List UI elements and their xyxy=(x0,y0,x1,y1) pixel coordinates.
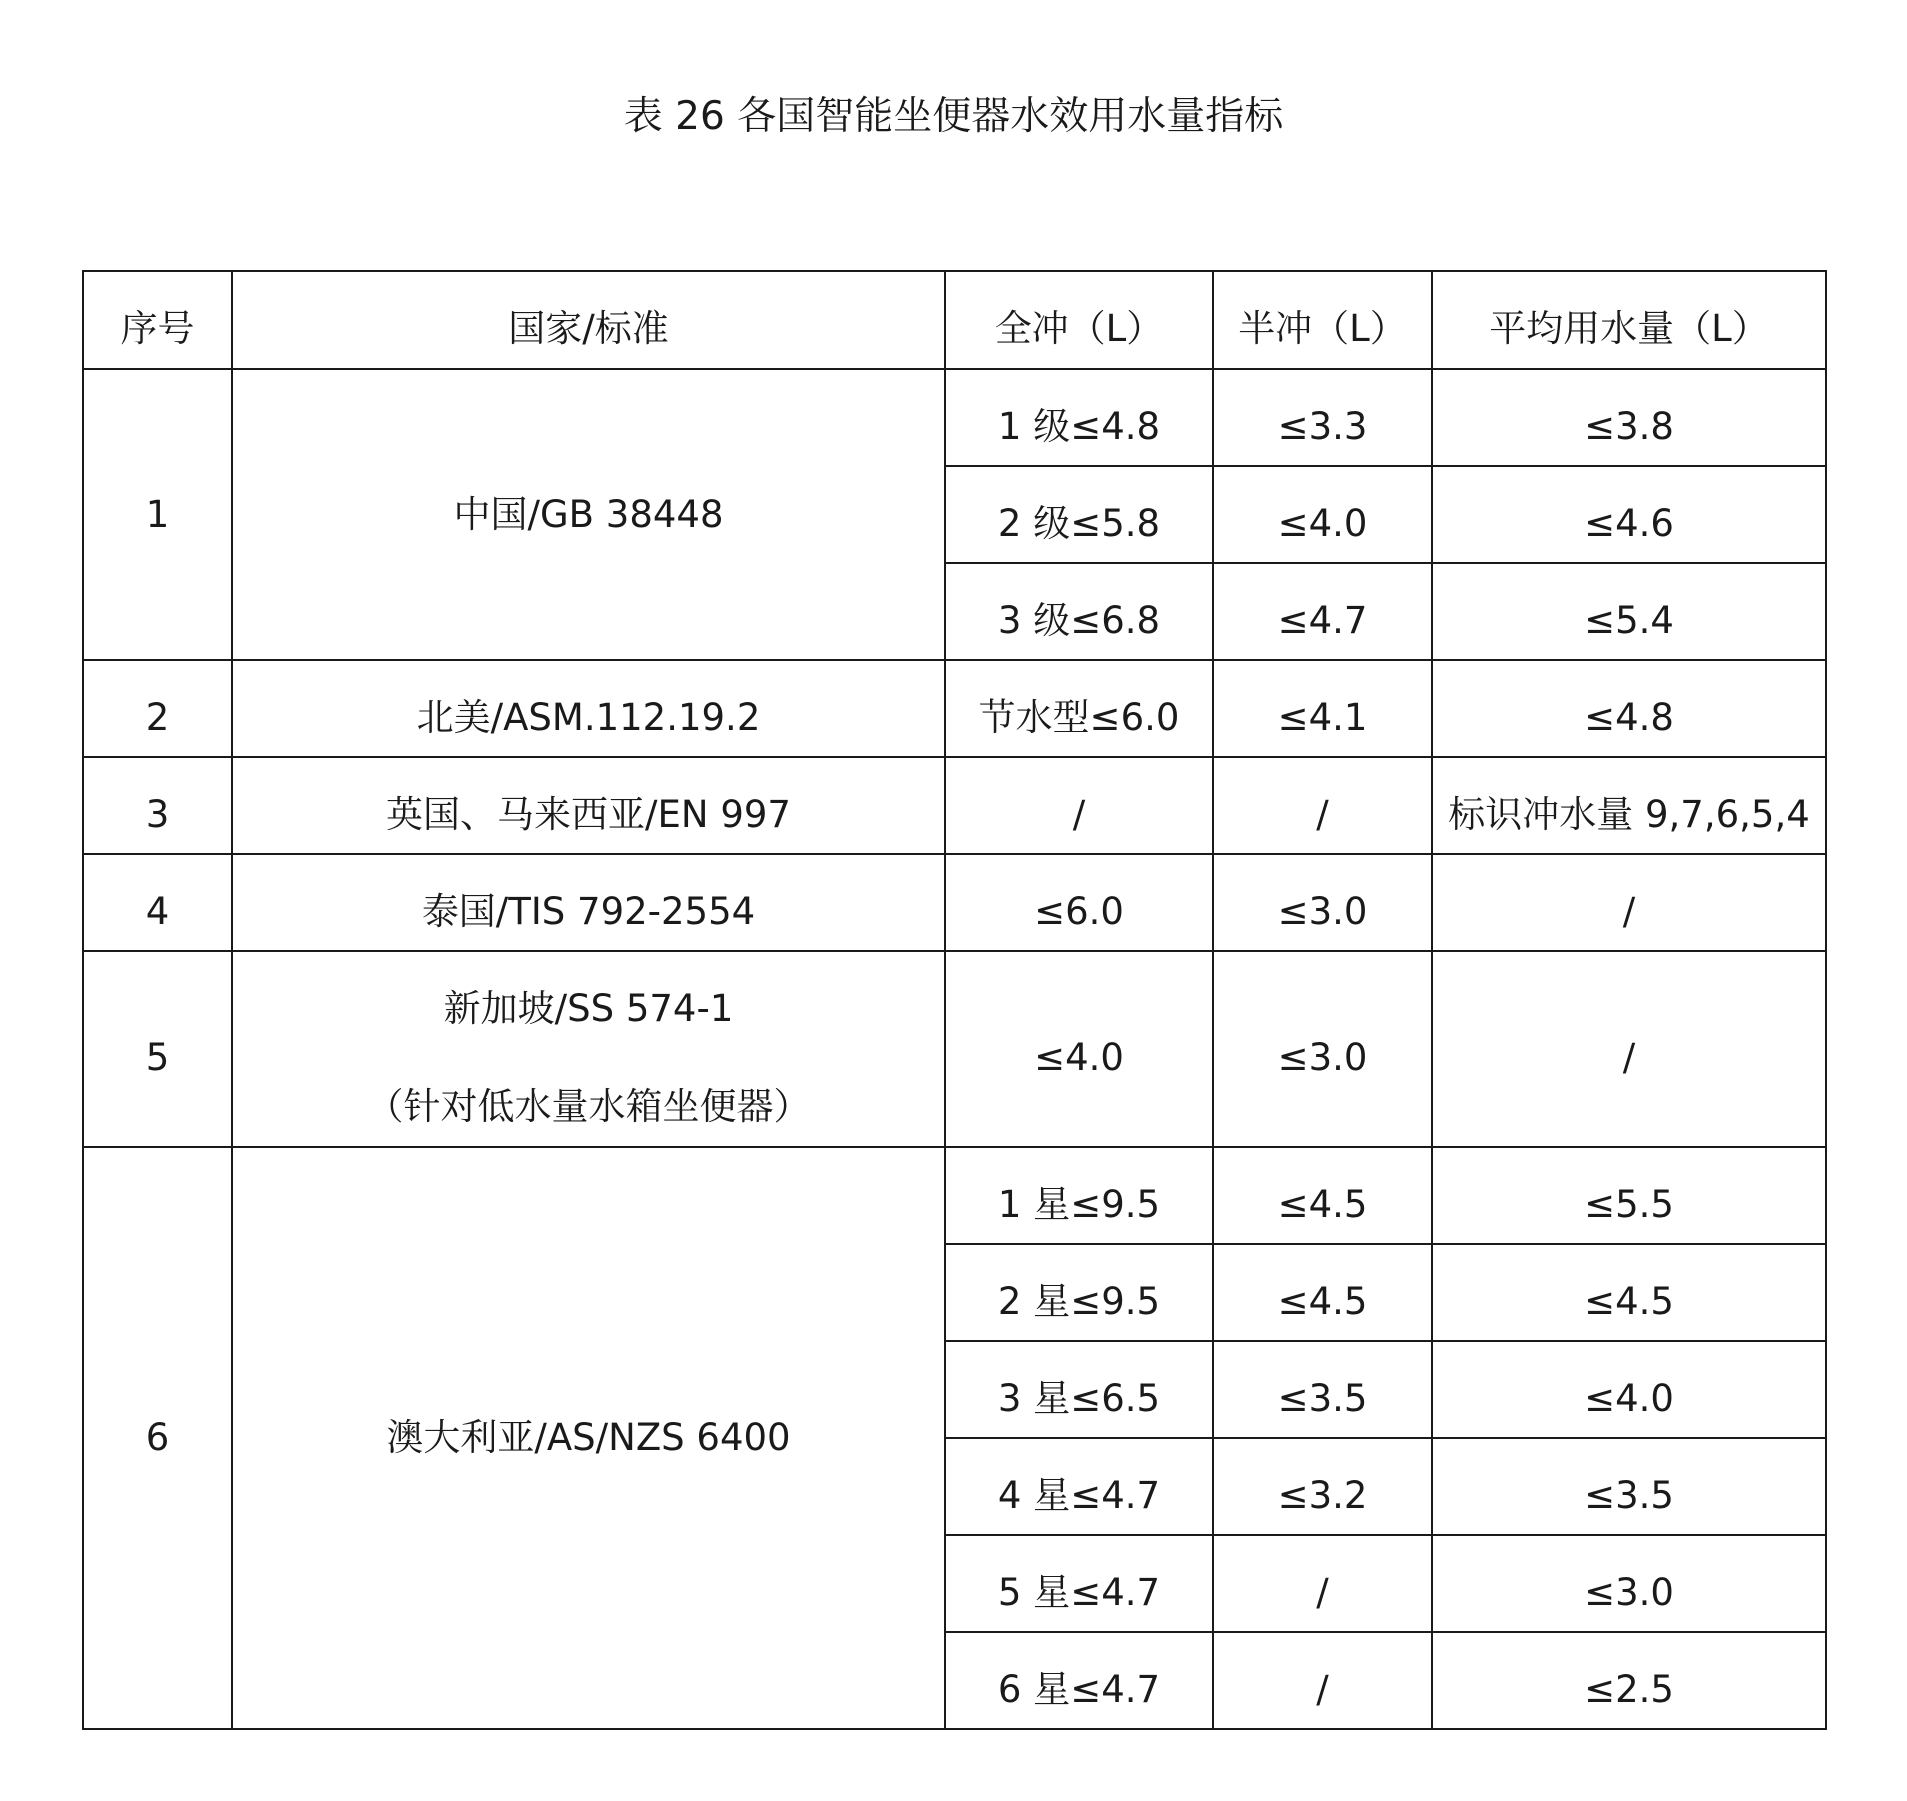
table-row xyxy=(83,660,1826,757)
cell-avg-text: ≤2.5 xyxy=(1584,1667,1674,1711)
cell-avg xyxy=(1432,1244,1826,1341)
cell-avg xyxy=(1432,951,1826,1147)
cell-full-text: 5 星≤4.7 xyxy=(997,1570,1161,1614)
table-caption: 表 26 各国智能坐便器水效用水量指标 xyxy=(623,94,1284,139)
cell-full-text: 1 级≤4.8 xyxy=(997,404,1161,448)
cell-country-text: 新加坡/SS 574-1 xyxy=(443,987,734,1030)
cell-full xyxy=(945,1147,1213,1244)
cell-no-text: 3 xyxy=(145,792,170,836)
cell-country-text: 北美/ASM.112.19.2 xyxy=(416,695,761,739)
water-efficiency-table xyxy=(82,270,1827,1730)
cell-avg-text: ≤3.8 xyxy=(1584,404,1674,448)
cell-country xyxy=(232,757,945,854)
cell-half xyxy=(1213,951,1432,1147)
cell-half-text: ≤3.2 xyxy=(1277,1473,1368,1517)
cell-avg xyxy=(1432,563,1826,660)
header-average: 平均用水量（L） xyxy=(1432,271,1826,369)
cell-avg-text: ≤4.8 xyxy=(1584,695,1674,739)
cell-avg-text: ≤4.6 xyxy=(1584,501,1674,545)
cell-full xyxy=(945,1244,1213,1341)
cell-country xyxy=(232,854,945,951)
cell-full xyxy=(945,1632,1213,1729)
cell-no xyxy=(83,854,232,951)
cell-full-text: 2 星≤9.5 xyxy=(997,1279,1161,1323)
header-no: 序号 xyxy=(83,271,232,369)
cell-country-text: 泰国/TIS 792-2554 xyxy=(421,889,756,933)
cell-full-text: ≤4.0 xyxy=(1034,1036,1124,1079)
cell-half xyxy=(1213,1535,1432,1632)
cell-avg-text: ≤5.4 xyxy=(1584,598,1674,642)
cell-half-text: ≤3.0 xyxy=(1277,889,1368,933)
cell-full-text: 4 星≤4.7 xyxy=(997,1473,1161,1517)
header-full-flush: 全冲（L） xyxy=(945,271,1213,369)
table-row xyxy=(83,1147,1826,1244)
cell-avg-text: ≤4.5 xyxy=(1584,1279,1674,1323)
cell-half xyxy=(1213,1632,1432,1729)
cell-full xyxy=(945,757,1213,854)
cell-full xyxy=(945,1341,1213,1438)
cell-avg-text: / xyxy=(1622,1036,1636,1079)
cell-half xyxy=(1213,369,1432,466)
cell-half-text: ≤4.1 xyxy=(1277,695,1368,739)
cell-half xyxy=(1213,563,1432,660)
cell-half-text: ≤4.7 xyxy=(1277,598,1368,642)
cell-no-text: 2 xyxy=(145,695,170,739)
table-row xyxy=(83,757,1826,854)
cell-full xyxy=(945,660,1213,757)
cell-avg-text: ≤3.5 xyxy=(1584,1473,1674,1517)
header-row xyxy=(83,271,1826,369)
cell-avg xyxy=(1432,854,1826,951)
cell-half xyxy=(1213,1438,1432,1535)
cell-half xyxy=(1213,660,1432,757)
cell-half-text: ≤4.5 xyxy=(1277,1279,1368,1323)
cell-half-text: / xyxy=(1316,792,1329,836)
cell-full-text: 3 星≤6.5 xyxy=(997,1376,1161,1420)
cell-no-text: 5 xyxy=(145,1036,170,1079)
cell-avg xyxy=(1432,1341,1826,1438)
cell-no-text: 4 xyxy=(145,889,170,933)
table-row xyxy=(83,951,1826,1147)
header-country: 国家/标准 xyxy=(232,271,945,369)
cell-full xyxy=(945,369,1213,466)
cell-avg xyxy=(1432,757,1826,854)
cell-half-text: / xyxy=(1316,1570,1329,1614)
cell-half xyxy=(1213,854,1432,951)
cell-no xyxy=(83,660,232,757)
cell-no xyxy=(83,757,232,854)
cell-no xyxy=(83,951,232,1147)
cell-avg xyxy=(1432,369,1826,466)
cell-full-text: 6 星≤4.7 xyxy=(997,1667,1161,1711)
cell-full xyxy=(945,563,1213,660)
cell-half xyxy=(1213,1341,1432,1438)
cell-half-text: / xyxy=(1316,1667,1329,1711)
cell-country xyxy=(232,660,945,757)
cell-avg xyxy=(1432,466,1826,563)
cell-avg-text: ≤3.0 xyxy=(1584,1570,1674,1614)
table-row xyxy=(83,854,1826,951)
cell-half-text: ≤4.0 xyxy=(1277,501,1368,545)
cell-full xyxy=(945,1438,1213,1535)
cell-full-text: 3 级≤6.8 xyxy=(997,598,1161,642)
cell-half xyxy=(1213,466,1432,563)
cell-avg xyxy=(1432,1632,1826,1729)
cell-half-text: ≤3.0 xyxy=(1277,1036,1368,1079)
cell-avg-text: ≤4.0 xyxy=(1584,1376,1674,1420)
cell-half xyxy=(1213,1147,1432,1244)
cell-half-text: ≤3.3 xyxy=(1277,404,1368,448)
cell-avg xyxy=(1432,1147,1826,1244)
cell-full-text: ≤6.0 xyxy=(1034,889,1124,933)
cell-country: 中国/GB 38448 xyxy=(232,369,945,660)
cell-half xyxy=(1213,757,1432,854)
cell-no: 6 xyxy=(83,1147,232,1729)
cell-full-text: 2 级≤5.8 xyxy=(997,501,1161,545)
cell-half-text: ≤3.5 xyxy=(1277,1376,1368,1420)
cell-country-text: 英国、马来西亚/EN 997 xyxy=(386,792,791,836)
cell-full-text: 1 星≤9.5 xyxy=(997,1182,1161,1226)
cell-full xyxy=(945,1535,1213,1632)
cell-full-text: / xyxy=(1072,792,1086,836)
cell-avg-text: / xyxy=(1622,889,1636,933)
cell-avg-text: 标识冲水量 9,7,6,5,4 xyxy=(1448,792,1810,836)
cell-full xyxy=(945,854,1213,951)
cell-country: 澳大利亚/AS/NZS 6400 xyxy=(232,1147,945,1729)
cell-country xyxy=(232,951,945,1147)
header-half-flush: 半冲（L） xyxy=(1213,271,1432,369)
cell-full xyxy=(945,951,1213,1147)
cell-no: 1 xyxy=(83,369,232,660)
cell-full-text: 节水型≤6.0 xyxy=(978,695,1180,739)
table-row xyxy=(83,369,1826,466)
cell-avg xyxy=(1432,1438,1826,1535)
cell-avg xyxy=(1432,660,1826,757)
cell-half xyxy=(1213,1244,1432,1341)
cell-avg xyxy=(1432,1535,1826,1632)
cell-half-text: ≤4.5 xyxy=(1277,1182,1368,1226)
cell-avg-text: ≤5.5 xyxy=(1584,1182,1674,1226)
cell-full xyxy=(945,466,1213,563)
cell-country-note: （针对低水量水箱坐便器） xyxy=(366,1085,811,1128)
